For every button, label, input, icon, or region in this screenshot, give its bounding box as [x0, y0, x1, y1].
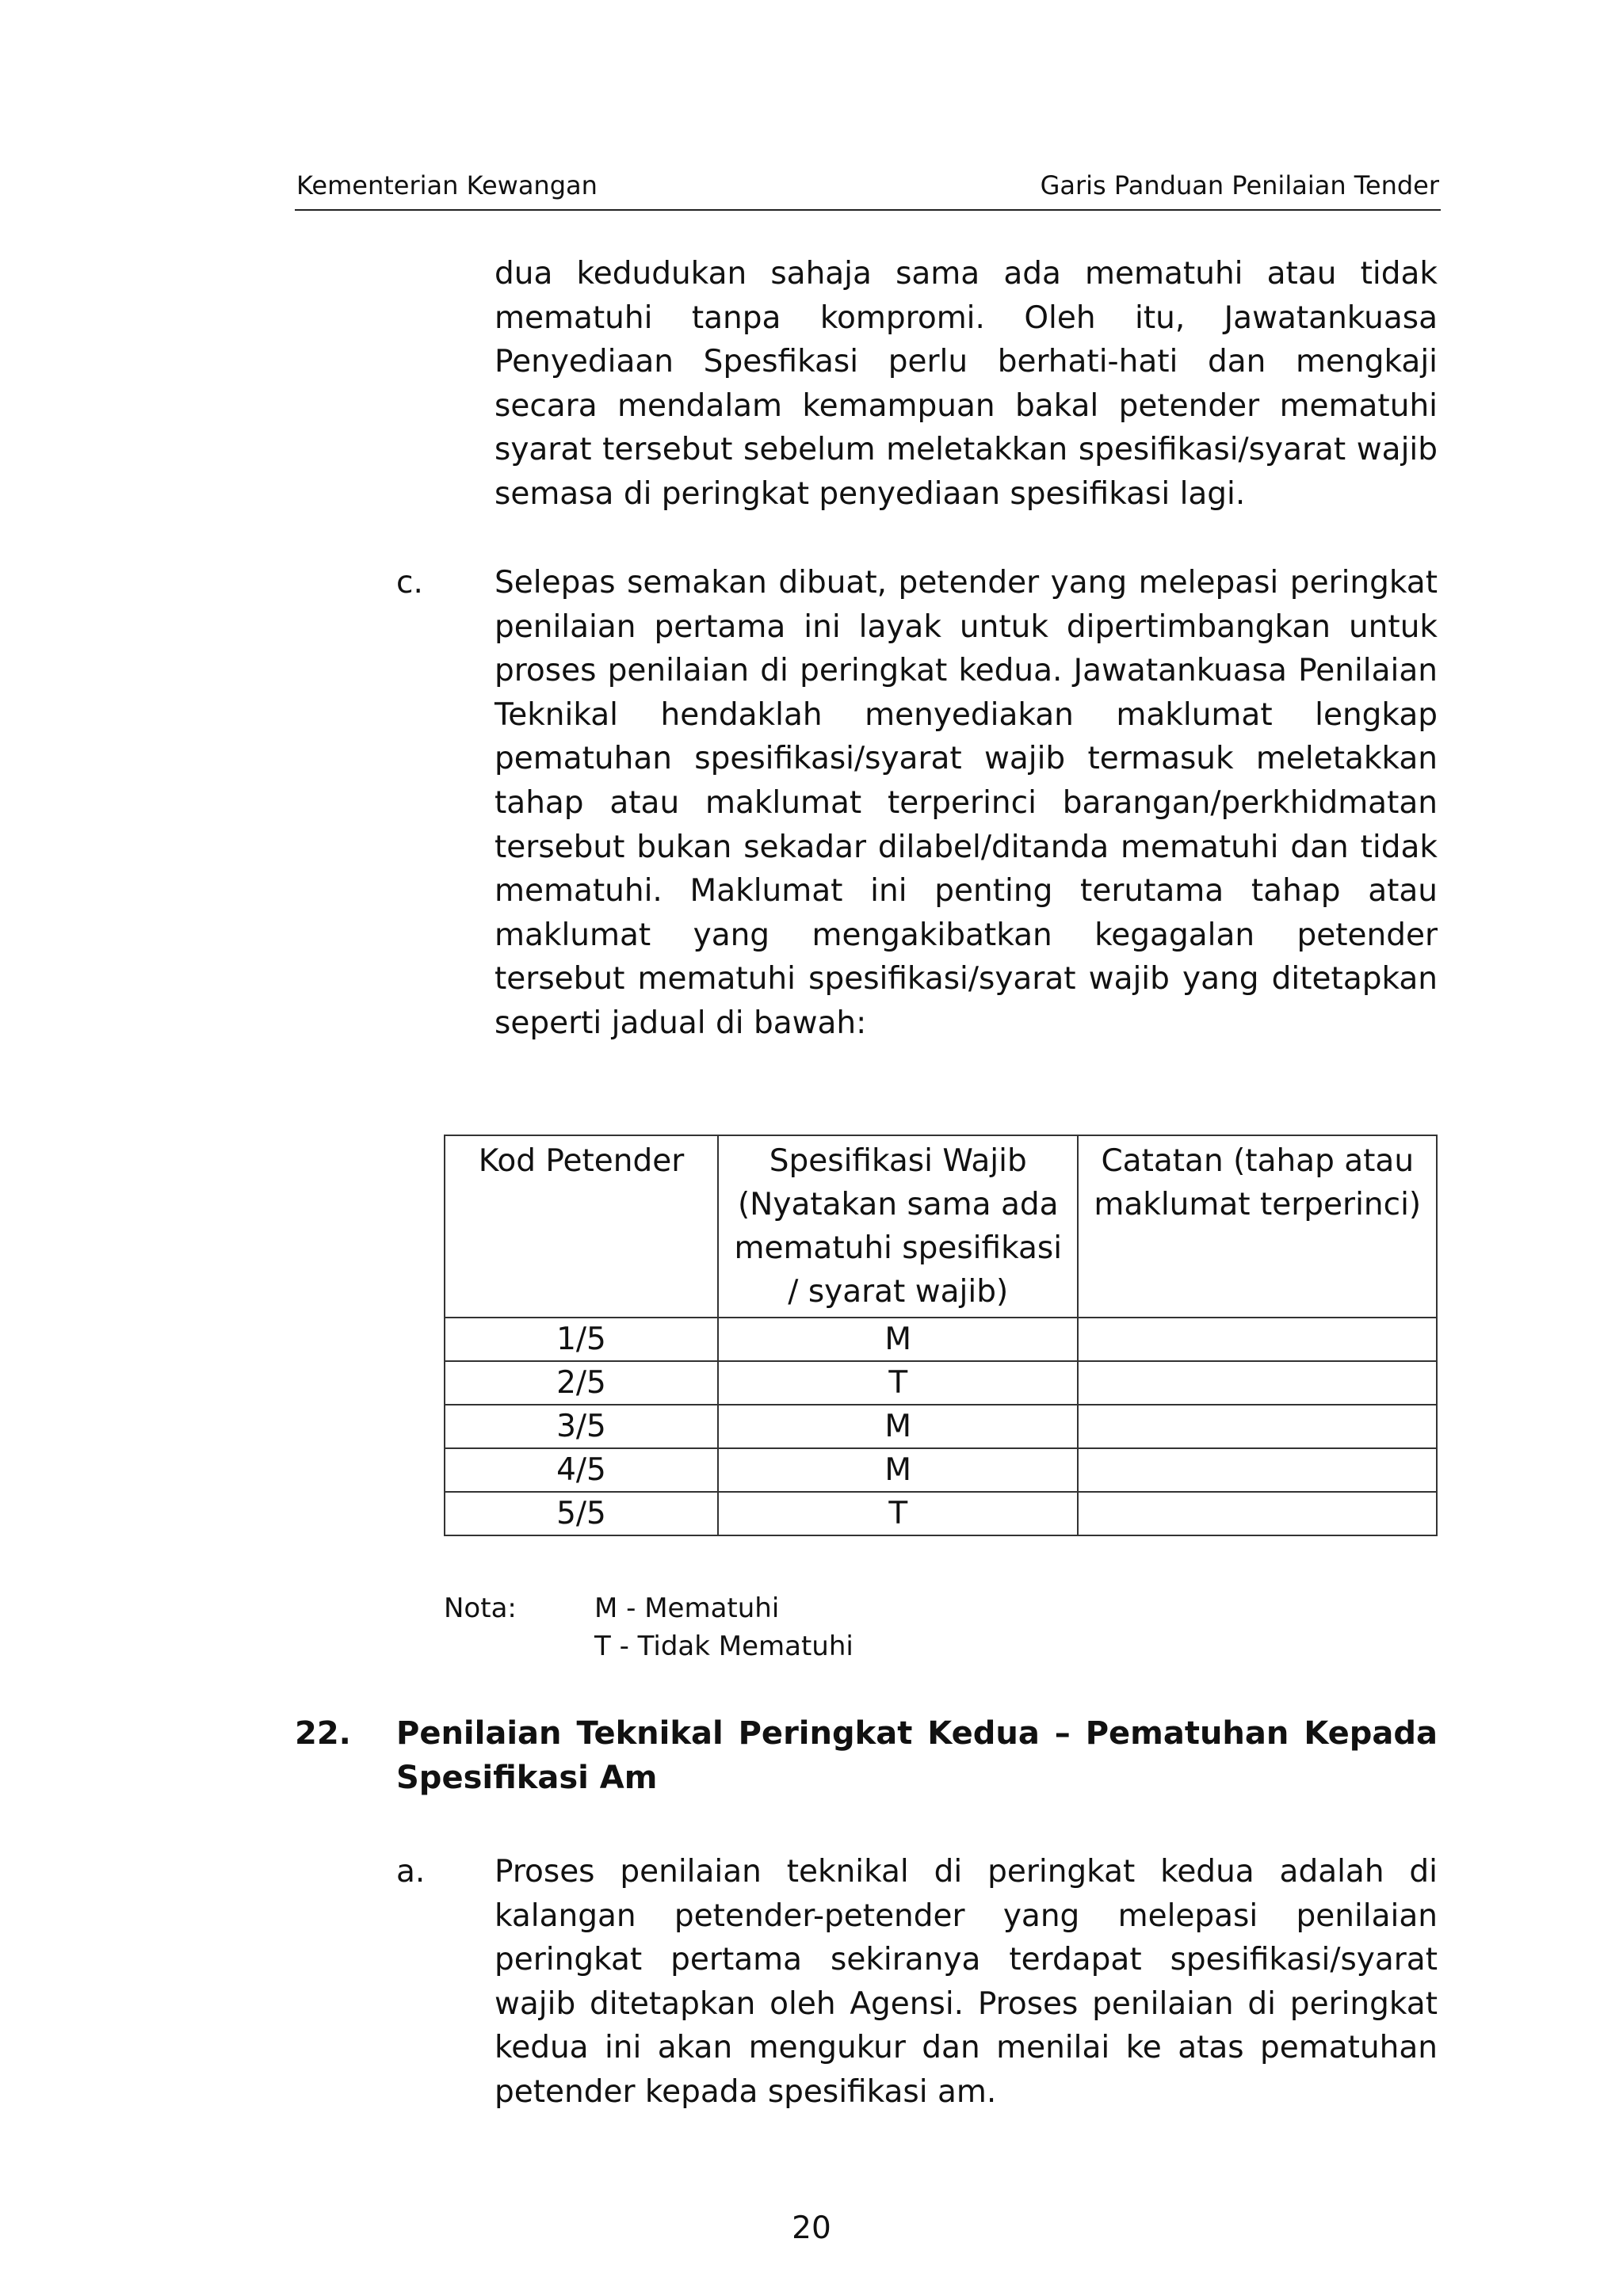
- cell-catatan: [1078, 1448, 1437, 1492]
- cell-status: T: [718, 1361, 1078, 1405]
- table-row: [445, 1405, 1437, 1448]
- section-number: 22.: [295, 1715, 351, 1752]
- item-a-paragraph: Proses penilaian teknikal di peringkat kedua adalah di kalangan petender-petender yang melepasi penilaian peringkat pertama sekiranya terdapat spesifikasi/syarat wajib ditetapkan oleh Agensi. Proses penilaian di peringkat kedua ini akan mengukur dan menilai ke atas pematuhan petender kepada spesifikasi am.: [495, 1854, 1438, 2110]
- compliance-table: [444, 1135, 1438, 1536]
- section-heading: Penilaian Teknikal Peringkat Kedua – Pematuhan Kepada Spesifikasi Am: [396, 1715, 1438, 1796]
- note-legend: [594, 1589, 854, 1665]
- item-c-marker: c.: [396, 565, 423, 601]
- cell-catatan: [1078, 1492, 1437, 1535]
- note-label: Nota:: [444, 1592, 517, 1624]
- note-legend-t: T - Tidak Mematuhi: [594, 1630, 854, 1662]
- cell-status: M: [718, 1405, 1078, 1448]
- page-number: 20: [792, 2210, 831, 2246]
- item-a-marker: a.: [396, 1854, 426, 1890]
- header-catatan: Catatan (tahap atau maklumat terperinci): [1078, 1135, 1437, 1318]
- note-legend-m: M - Mematuhi: [594, 1592, 780, 1624]
- cell-catatan: [1078, 1361, 1437, 1405]
- cell-kod: 1/5: [445, 1318, 718, 1361]
- cell-status: M: [718, 1318, 1078, 1361]
- cell-catatan: [1078, 1405, 1437, 1448]
- cell-status: T: [718, 1492, 1078, 1535]
- table-row: [445, 1492, 1437, 1535]
- header-document-title: Garis Panduan Penilaian Tender: [1040, 170, 1439, 200]
- table-row: [445, 1361, 1437, 1405]
- item-c-paragraph: Selepas semakan dibuat, petender yang melepasi peringkat penilaian pertama ini layak untuk dipertimbangkan untuk proses penilaian di peringkat kedua. Jawatankuasa Penilaian Teknikal hendaklah menyediakan maklumat lengkap pematuhan spesifikasi/syarat wajib termasuk meletakkan tahap atau maklumat terperinci barangan/perkhidmatan tersebut bukan sekadar dilabel/ditanda mematuhi dan tidak mematuhi. Maklumat ini penting terutama tahap atau maklumat yang mengakibatkan kegagalan petender tersebut mematuhi spesifikasi/syarat wajib yang ditetapkan seperti jadual di bawah:: [495, 565, 1438, 1041]
- cell-catatan: [1078, 1318, 1437, 1361]
- cell-kod: 3/5: [445, 1405, 718, 1448]
- continuation-paragraph: dua kedudukan sahaja sama ada mematuhi atau tidak mematuhi tanpa kompromi. Oleh itu, Jawatankuasa Penyediaan Spesfikasi perlu berhati-hati dan mengkaji secara mendalam kemampuan bakal petender mematuhi syarat tersebut sebelum meletakkan spesifikasi/syarat wajib semasa di peringkat penyediaan spesifikasi lagi.: [495, 256, 1438, 512]
- cell-kod: 2/5: [445, 1361, 718, 1405]
- cell-kod: 4/5: [445, 1448, 718, 1492]
- header-spesifikasi-wajib: Spesifikasi Wajib (Nyatakan sama ada mematuhi spesifikasi / syarat wajib): [718, 1135, 1078, 1318]
- cell-kod: 5/5: [445, 1492, 718, 1535]
- table-row: [445, 1318, 1437, 1361]
- cell-status: M: [718, 1448, 1078, 1492]
- table-header-row: [445, 1135, 1437, 1318]
- running-header: [295, 168, 1441, 211]
- header-kod-petender: Kod Petender: [445, 1135, 718, 1318]
- header-ministry: Kementerian Kewangan: [296, 170, 598, 200]
- table-row: [445, 1448, 1437, 1492]
